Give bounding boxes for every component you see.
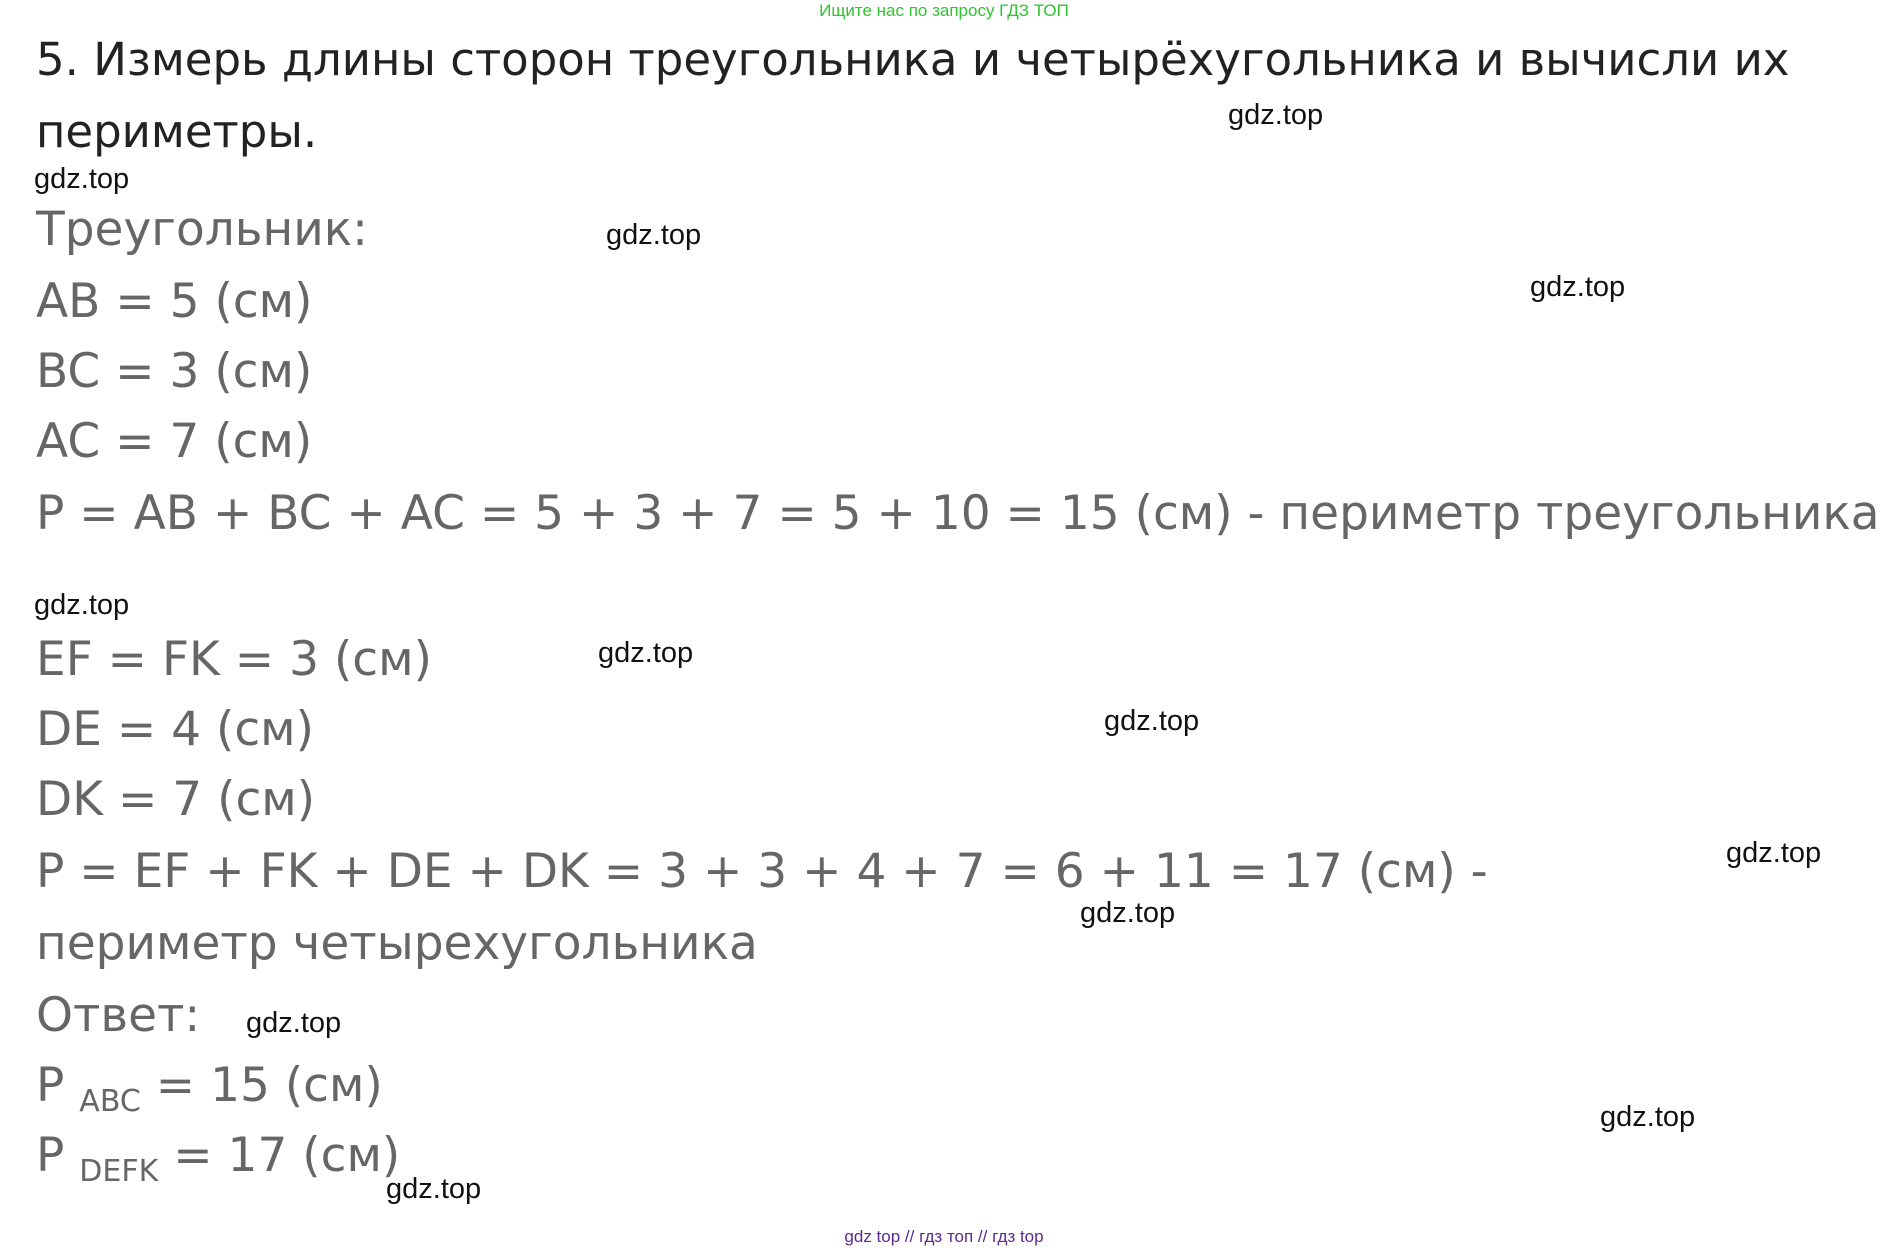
quad-side-de: DE = 4 (см) <box>36 702 314 757</box>
watermark: gdz.top <box>1228 99 1324 131</box>
answer-abc-value: = 15 (см) <box>155 1058 383 1113</box>
answer-triangle-perimeter <box>36 1054 383 1134</box>
watermark: gdz.top <box>1104 705 1200 737</box>
answer-defk-value: = 17 (см) <box>173 1128 401 1183</box>
triangle-heading: Треугольник: <box>36 202 368 257</box>
triangle-side-ab: AB = 5 (см) <box>36 274 313 329</box>
answer-abc-subscript: ABC <box>79 1084 141 1119</box>
quad-perimeter: P = EF + FK + DE + DK = 3 + 3 + 4 + 7 = 6 + 11 = 17 (см) - периметр четырехугольника <box>36 844 1488 971</box>
watermark: gdz.top <box>246 1007 342 1039</box>
triangle-side-bc: BC = 3 (см) <box>36 344 313 399</box>
triangle-perimeter: P = AB + BC + AC = 5 + 3 + 7 = 5 + 10 = 15 (см) - периметр треугольника <box>36 486 1880 541</box>
watermark: gdz.top <box>34 163 130 195</box>
answer-p-label: P <box>36 1128 65 1183</box>
task-title: 5. Измерь длины сторон треугольника и четырёхугольника и вычисли их периметры. <box>36 33 1790 158</box>
watermark: gdz.top <box>1530 271 1626 303</box>
watermark: gdz.top <box>34 589 130 621</box>
watermark: gdz.top <box>386 1173 482 1205</box>
answer-p-label: P <box>36 1058 65 1113</box>
watermark: gdz.top <box>1080 897 1176 929</box>
triangle-side-ac: AC = 7 (см) <box>36 414 313 469</box>
quad-side-ef-fk: EF = FK = 3 (см) <box>36 632 432 687</box>
watermark: gdz.top <box>598 637 694 669</box>
answer-defk-subscript: DEFK <box>79 1154 159 1189</box>
quad-side-dk: DK = 7 (см) <box>36 772 316 827</box>
answer-quad-perimeter <box>36 1124 400 1204</box>
watermark: gdz.top <box>1726 837 1822 869</box>
footer-links: gdz top // гдз топ // гдз top <box>844 1227 1044 1246</box>
search-hint-banner: Ищите нас по запросу ГДЗ ТОП <box>819 1 1069 20</box>
watermark: gdz.top <box>606 219 702 251</box>
watermark: gdz.top <box>1600 1101 1696 1133</box>
answer-heading: Ответ: <box>36 988 201 1043</box>
